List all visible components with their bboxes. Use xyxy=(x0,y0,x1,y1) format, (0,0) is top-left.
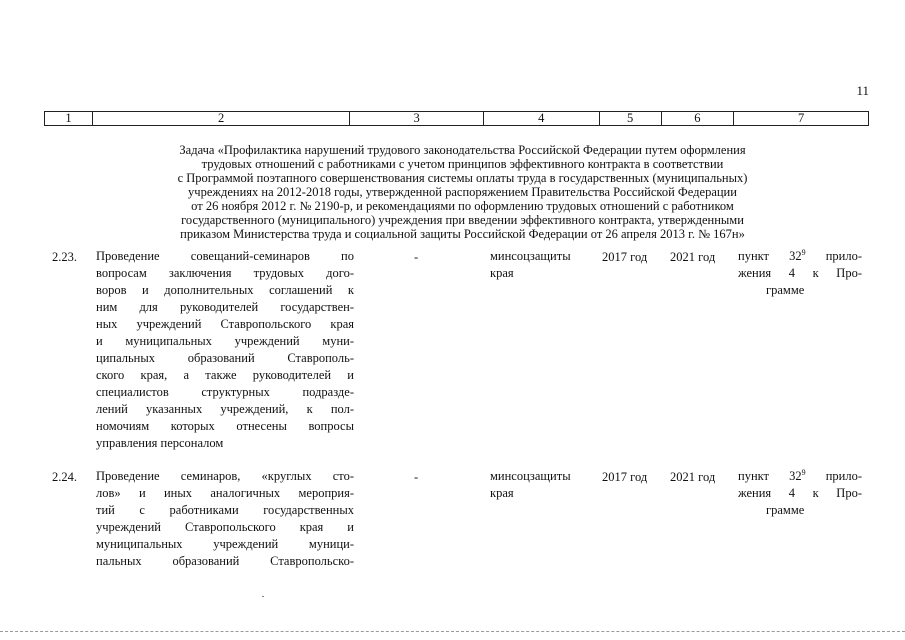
header-col-1: 1 xyxy=(45,112,93,125)
description-line: вопросам заключения трудовых дого- xyxy=(96,266,354,280)
description-line: ципальных образований Ставрополь- xyxy=(96,351,354,365)
result-line: грамме xyxy=(766,283,805,297)
column-number-header xyxy=(44,111,869,126)
result-line: пункт $32^9$ прило- xyxy=(738,467,862,483)
header-col-2: 2 xyxy=(93,112,350,125)
header-col-6: 6 xyxy=(662,112,735,125)
executor-line: края xyxy=(490,266,514,280)
executor-line: края xyxy=(490,486,514,500)
description-line: лений указанных учреждений, к пол- xyxy=(96,402,354,416)
task-title xyxy=(95,143,830,241)
result-line: жения 4 к Про- xyxy=(738,486,862,500)
executor xyxy=(490,248,571,282)
row-description xyxy=(96,468,354,570)
co-executor-dash: - xyxy=(414,470,419,484)
description-line: пальных образований Ставропольско- xyxy=(96,554,354,568)
header-col-5: 5 xyxy=(600,112,662,125)
expected-result xyxy=(738,248,862,299)
row-description xyxy=(96,248,354,452)
task-title-line: Задача «Профилактика нарушений трудового законодательства Российской Федерации путем оформления xyxy=(179,143,746,157)
header-col-7: 7 xyxy=(798,111,805,125)
task-title-line: учреждениях на 2012-2018 годы, утвержденной распоряжением Правительства Российской Федерации xyxy=(188,185,737,199)
description-line: лов» и иных аналогичных мероприя- xyxy=(96,486,354,500)
result-line: грамме xyxy=(766,503,805,517)
executor-line: минсоцзащиты xyxy=(490,249,571,263)
task-title-line: государственного (муниципального) учреждения при введении эффективного контракта, утвержденными xyxy=(181,213,744,227)
row-number: 2.24. xyxy=(52,470,77,484)
description-line: муниципальных учреждений муници- xyxy=(96,537,354,551)
header-col-4: 4 xyxy=(484,112,600,125)
expected-result xyxy=(738,468,862,519)
task-title-line: трудовых отношений с работниками с учетом принципов эффективного контракта в соответствии xyxy=(201,157,724,171)
task-title-line: от 26 ноября 2012 г. № 2190-р, и рекомендациями по оформлению трудовых отношений с работником xyxy=(191,199,734,213)
footnote-superscript: 9 xyxy=(801,247,806,257)
scan-artifact xyxy=(262,596,264,597)
description-line: тий с работниками государственных xyxy=(96,503,354,517)
page-number: 11 xyxy=(856,83,869,98)
description-line: ского края, а также руководителей и xyxy=(96,368,354,382)
task-title-line: с Программой поэтапного совершенствования системы оплаты труда в государственных (муниципальных) xyxy=(177,171,748,185)
executor xyxy=(490,468,571,502)
start-year: 2017 год xyxy=(602,470,648,484)
row-number: 2.23. xyxy=(52,250,77,264)
description-line: ных учреждений Ставропольского края xyxy=(96,317,354,331)
end-year: 2021 год xyxy=(670,250,716,264)
description-line: воров и дополнительных соглашений к xyxy=(96,283,354,297)
description-line: управления персоналом xyxy=(96,436,224,450)
description-line: Проведение совещаний-семинаров по xyxy=(96,249,354,263)
description-line: ним для руководителей государствен- xyxy=(96,300,354,314)
result-line: пункт $32^9$ прило- xyxy=(738,247,862,263)
description-line: специалистов структурных подразде- xyxy=(96,385,354,399)
description-line: и муниципальных учреждений муни- xyxy=(96,334,354,348)
header-col-3: 3 xyxy=(350,112,484,125)
footnote-superscript: 9 xyxy=(801,467,806,477)
result-word: пункт xyxy=(738,249,769,263)
description-line: учреждений Ставропольского края и xyxy=(96,520,354,534)
result-word: пункт xyxy=(738,469,769,483)
executor-line: минсоцзащиты xyxy=(490,469,571,483)
page-bottom-edge xyxy=(0,631,905,632)
co-executor-dash: - xyxy=(414,250,419,264)
task-title-line: приказом Министерства труда и социальной защиты Российской Федерации от 26 апреля 2013 г. № 167н» xyxy=(180,227,745,241)
result-line: жения 4 к Про- xyxy=(738,266,862,280)
description-line: номочиям которых отнесены вопросы xyxy=(96,419,354,433)
description-line: Проведение семинаров, «круглых сто- xyxy=(96,469,354,483)
end-year: 2021 год xyxy=(670,470,716,484)
start-year: 2017 год xyxy=(602,250,648,264)
